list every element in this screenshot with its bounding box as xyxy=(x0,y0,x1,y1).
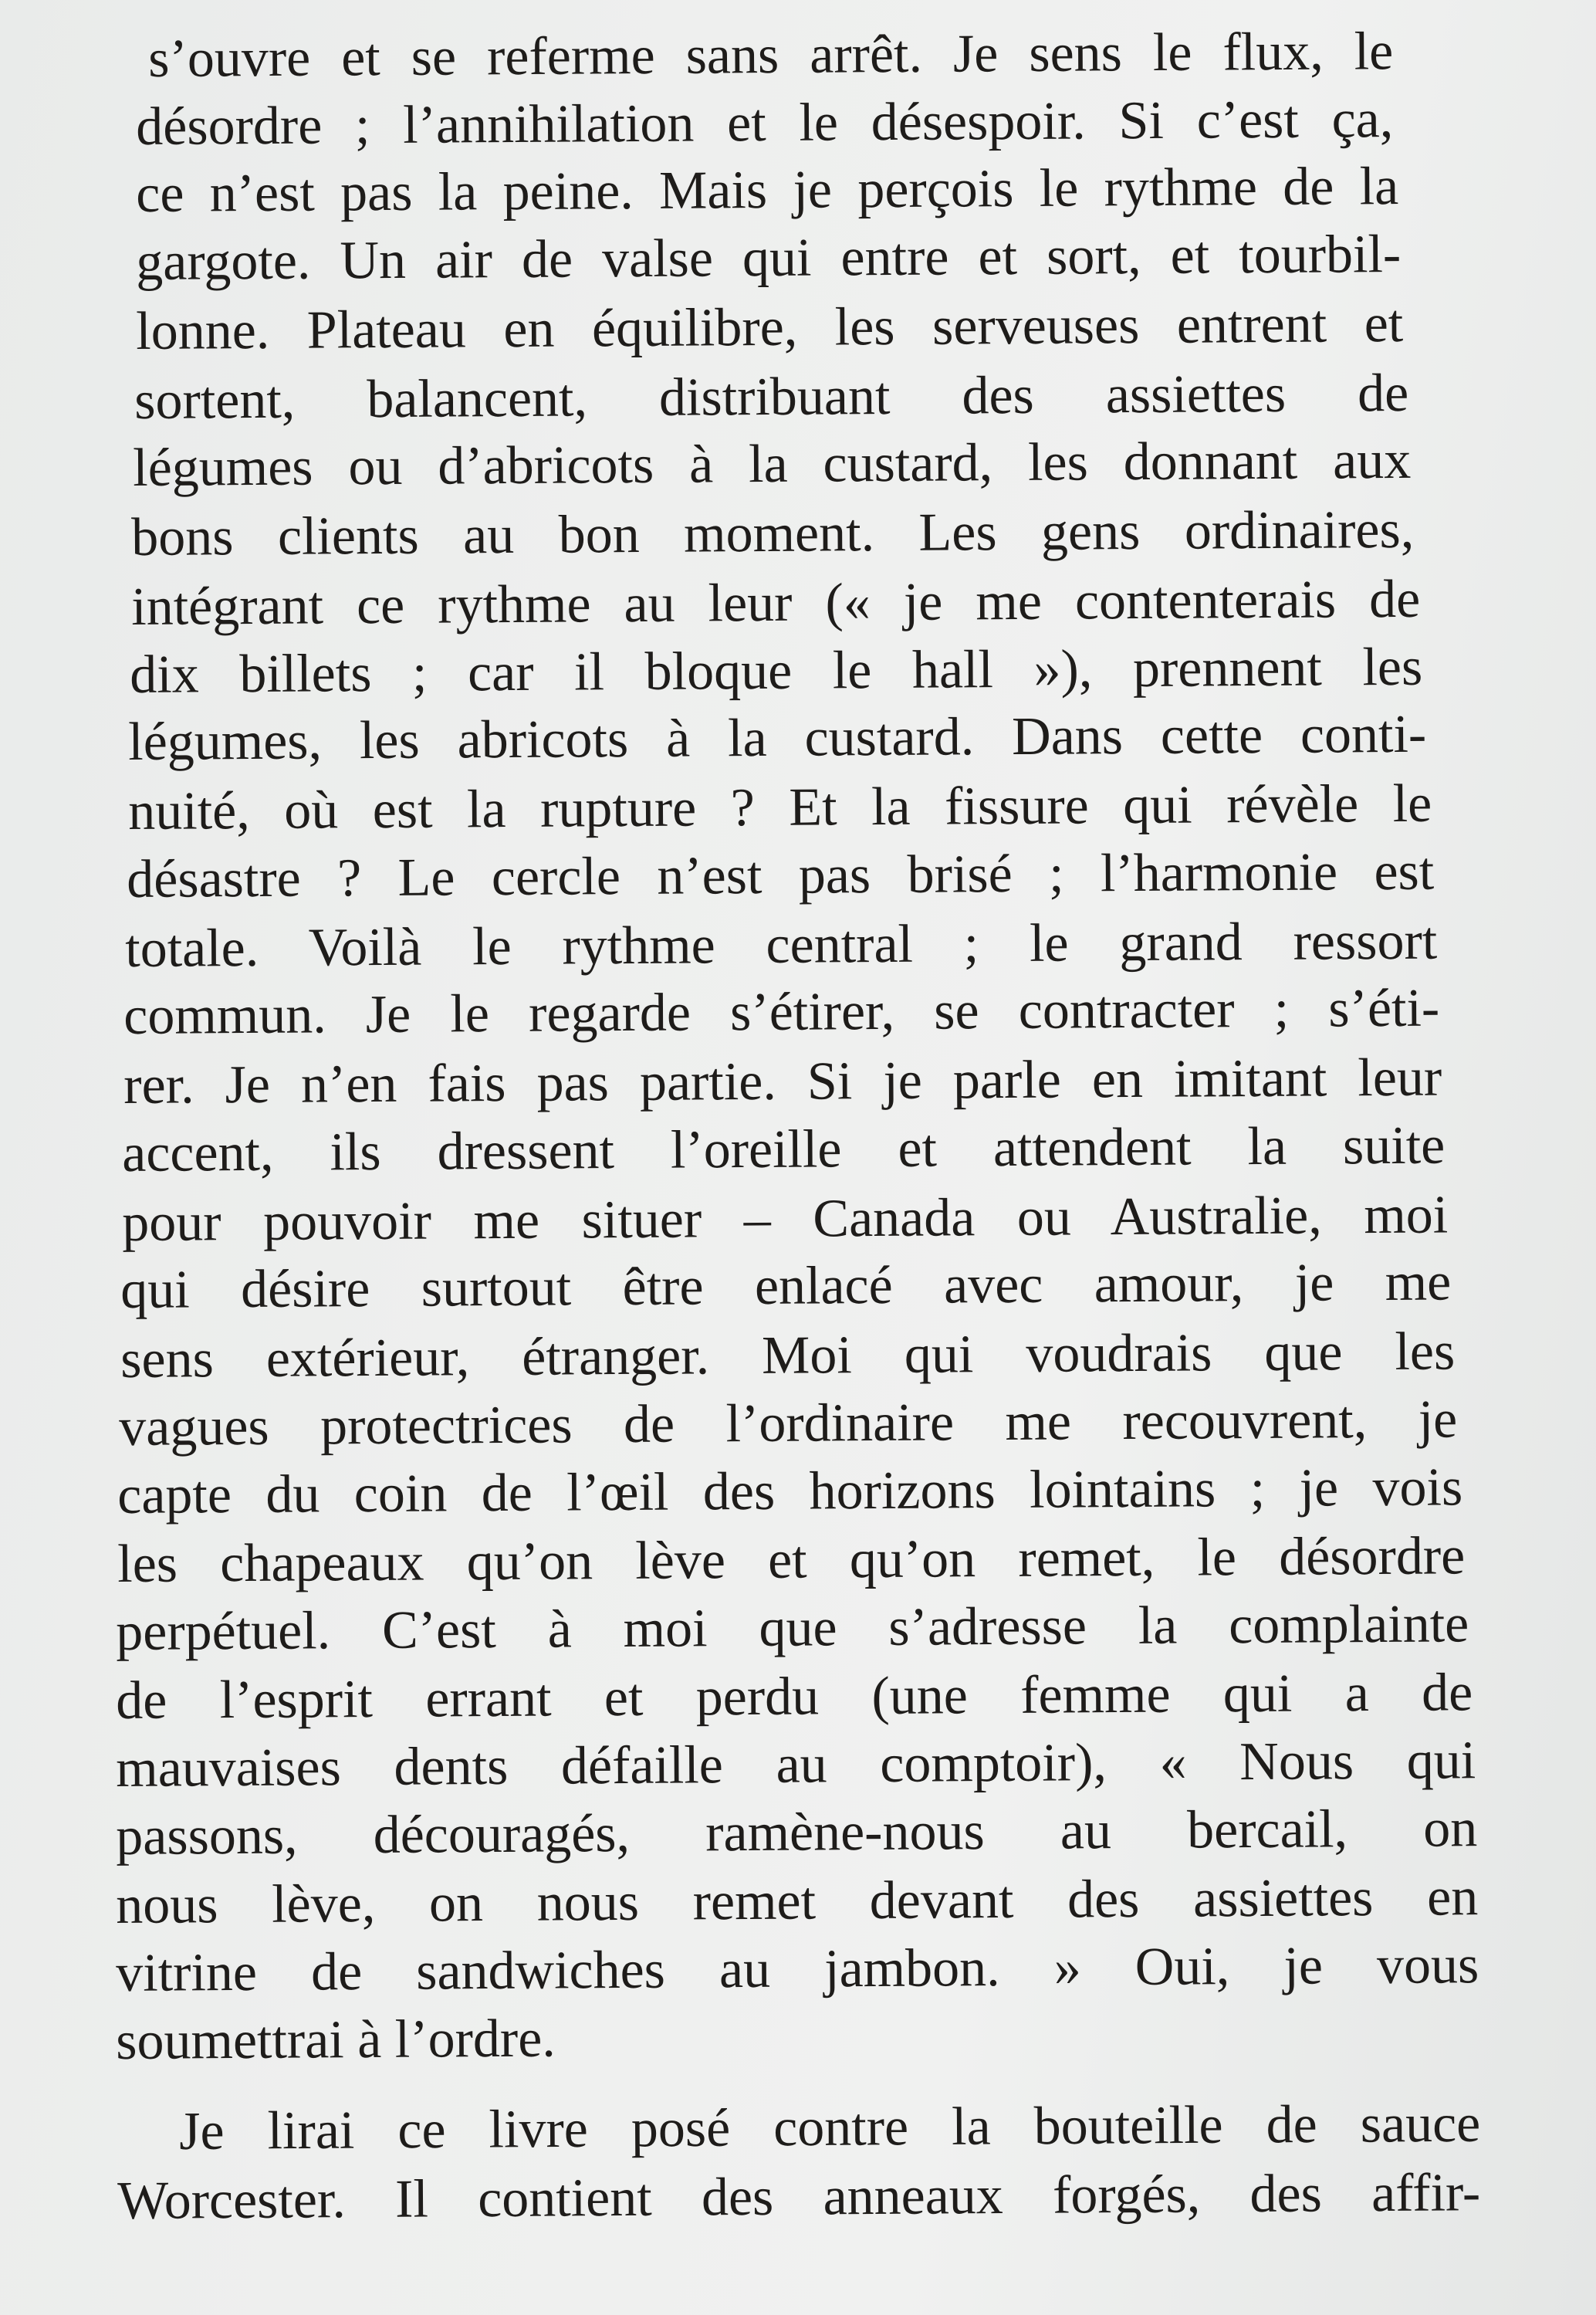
text-line: nous lève, on nous remet devant des assiettes en xyxy=(116,1867,1479,1935)
text-line: les chapeaux qu’on lève et qu’on remet, le désordre xyxy=(117,1526,1466,1594)
paragraph-end-line: soumettrai à l’ordre. xyxy=(116,2009,556,2071)
text-line: sens extérieur, étranger. Moi qui voudrais que les xyxy=(120,1322,1456,1389)
text-line: ce n’est pas la peine. Mais je perçois le rythme de la xyxy=(136,157,1399,224)
text-line: accent, ils dressent l’oreille et attendent la suite xyxy=(122,1115,1446,1183)
text-line: rer. Je n’en fais pas partie. Si je parle en imitant leur xyxy=(123,1048,1442,1115)
text-line: qui désire surtout être enlacé avec amour, je me xyxy=(120,1252,1452,1320)
text-line: désordre ; l’annihilation et le désespoir. Si c’est ça, xyxy=(136,90,1394,157)
text-line: s’ouvre et se referme sans arrêt. Je sens le flux, le xyxy=(148,22,1394,89)
text-line: capte du coin de l’œil des horizons lointains ; je vois xyxy=(117,1457,1463,1525)
text-line: bons clients au bon moment. Les gens ordinaires, xyxy=(131,499,1415,567)
text-line: Worcester. Il contient des anneaux forgés, des affir- xyxy=(117,2163,1481,2231)
paragraph-start-line: Je lirai ce livre posé contre la bouteille de sauce xyxy=(179,2093,1481,2161)
text-line: sortent, balancent, distribuant des assiettes de xyxy=(134,363,1409,431)
text-line: gargote. Un air de valse qui entre et sort, et tourbil- xyxy=(136,224,1402,292)
text-line: légumes ou d’abricots à la custard, les donnant aux xyxy=(133,430,1412,498)
text-line: commun. Je le regarde s’étirer, se contracter ; s’éti- xyxy=(123,978,1440,1046)
text-line: pour pouvoir me situer – Canada ou Australie, moi xyxy=(122,1185,1449,1253)
text-line: vitrine de sandwiches au jambon. » Oui, je vous xyxy=(116,1935,1479,2003)
text-line: totale. Voilà le rythme central ; le grand ressort xyxy=(125,911,1438,979)
text-line: de l’esprit errant et perdu (une femme qui a de xyxy=(116,1663,1473,1731)
text-line: légumes, les abricots à la custard. Dans cette conti- xyxy=(128,704,1427,772)
text-line: désastre ? Le cercle n’est pas brisé ; l’harmonie est xyxy=(127,841,1435,909)
text-line: dix billets ; car il bloque le hall »), prennent les xyxy=(130,637,1423,705)
text-line: lonne. Plateau en équilibre, les serveuses entrent et xyxy=(136,293,1404,361)
text-line: passons, découragés, ramène-nous au bercail, on xyxy=(116,1799,1478,1867)
text-line: perpétuel. C’est à moi que s’adresse la complainte xyxy=(116,1594,1469,1662)
text-line: nuité, où est la rupture ? Et la fissure qui révèle le xyxy=(128,773,1432,841)
text-line: vagues protectrices de l’ordinaire me recouvrent, je xyxy=(119,1389,1458,1457)
text-line: intégrant ce rythme au leur (« je me contenterais de xyxy=(131,569,1421,637)
text-line: mauvaises dents défaille au comptoir), « Nous qui xyxy=(116,1731,1476,1799)
